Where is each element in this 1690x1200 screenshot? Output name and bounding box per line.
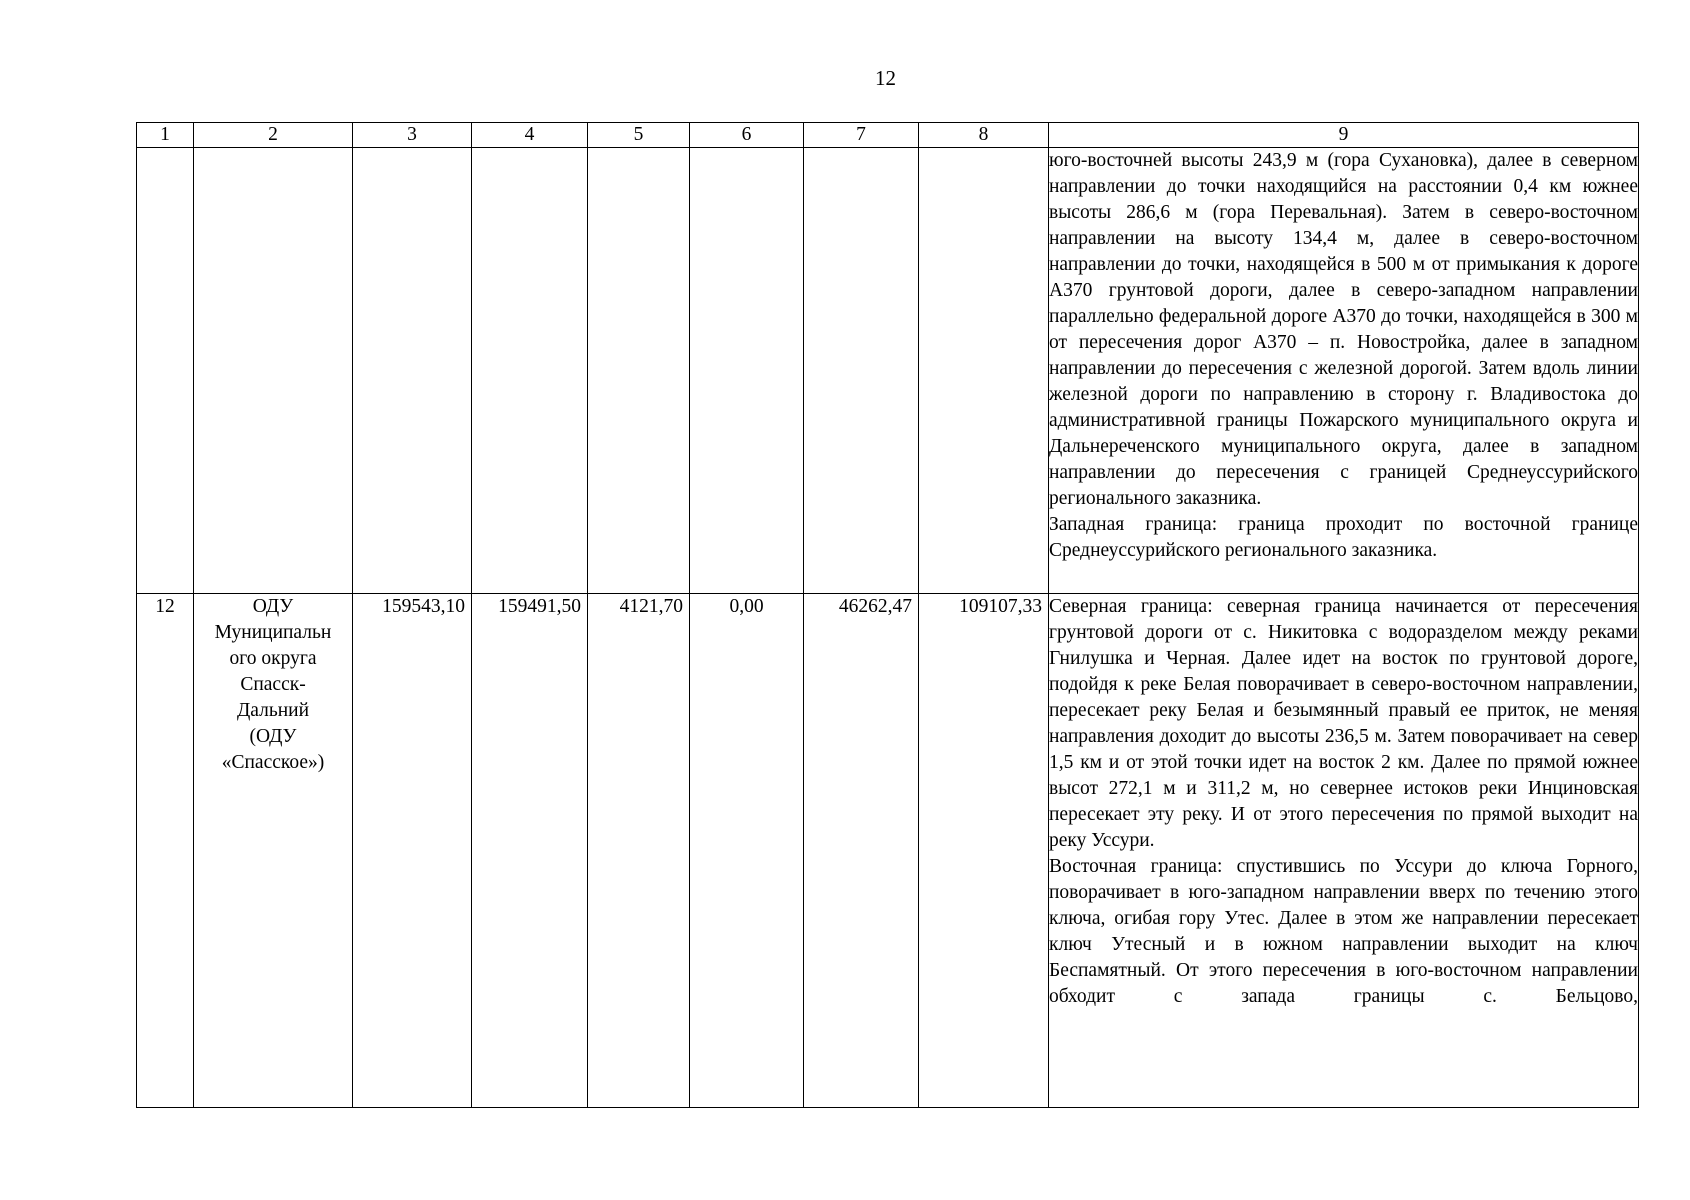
value-col-5: 4121,70 <box>588 594 690 1108</box>
table-row-continuation <box>137 148 1639 594</box>
table-cell <box>690 148 804 594</box>
name-line: «Спасское») <box>221 752 325 773</box>
value-col-6: 0,00 <box>690 594 804 1108</box>
table-row-12 <box>137 594 1639 1108</box>
boundary-description <box>1049 148 1639 594</box>
table-cell <box>194 148 353 594</box>
description-paragraph: Западная граница: граница проходит по восточной границе Среднеуссурийского регионального заказника. <box>1049 514 1638 561</box>
description-paragraph: Северная граница: северная граница начинается от пересечения грунтовой дороги от с. Никитовка с водоразделом между реками Гнилушка и Черная. Далее идет на восток по грунтовой дороге, подойдя к реке Белая поворачивает в северо-восточном направлении, пересекает реку Белая и безымянный правый ее приток, не меняя направления доходит до высоты 236,5 м. Затем поворачивает на север 1,5 км и от этой точки идет на восток 2 км. Далее по прямой южнее высот 272,1 м и 311,2 м, но севернее истоков реки Инциновская пересекает эту реку. И от этого пересечения по прямой выходит на реку Уссури. <box>1049 596 1638 851</box>
name-line: Муниципальн <box>214 622 332 643</box>
boundary-description <box>1049 594 1639 1108</box>
column-header-9: 9 <box>1049 123 1639 148</box>
boundary-table <box>136 122 1639 1108</box>
column-header-5: 5 <box>588 123 690 148</box>
column-header-7: 7 <box>804 123 919 148</box>
column-header-6: 6 <box>690 123 804 148</box>
value-col-4: 159491,50 <box>472 594 588 1108</box>
page-number: 12 <box>875 66 896 90</box>
table-cell <box>353 148 472 594</box>
name-line: (ОДУ <box>249 726 297 747</box>
name-line: Спасск- <box>240 674 306 695</box>
hunting-area-name <box>194 594 353 1108</box>
description-paragraph: юго-восточней высоты 243,9 м (гора Сухановка), далее в северном направлении до точки находящийся на расстоянии 0,4 км южнее высоты 286,6 м (гора Перевальная). Затем в северо-восточном направлении на высоту 134,4 м, далее в северо-восточном направлении до точки, находящейся в 500 м от примыкания к дороге А370 грунтовой дороги, далее в северо-западном направлении параллельно федеральной дороге А370 до точки, находящейся в 300 м от пересечения дорог А370 – п. Новостройка, далее в западном направлении до пересечения с железной дорогой. Затем вдоль линии железной дороги по направлению в сторону г. Владивостока до административной границы Пожарского муниципального округа и Дальнереченского муниципального округа, далее в западном направлении до пересечения с границей Среднеуссурийского регионального заказника. <box>1049 150 1638 509</box>
table-cell <box>137 148 194 594</box>
column-header-2: 2 <box>194 123 353 148</box>
column-number-row <box>137 123 1639 148</box>
name-line: ОДУ <box>252 596 294 617</box>
column-header-3: 3 <box>353 123 472 148</box>
table-cell <box>588 148 690 594</box>
row-number: 12 <box>137 594 194 1108</box>
table-cell <box>472 148 588 594</box>
description-paragraph: Восточная граница: спустившись по Уссури до ключа Горного, поворачивает в юго-западном направлении вверх по течению этого ключа, огибая гору Утес. Далее в этом же направлении пересекает ключ Утесный и в южном направлении выходит на ключ Беспамятный. От этого пересечения в юго-восточном направлении обходит с запада границы с. Бельцово, <box>1049 856 1638 1007</box>
column-header-1: 1 <box>137 123 194 148</box>
name-line: ого округа <box>229 648 317 669</box>
column-header-4: 4 <box>472 123 588 148</box>
table-cell <box>919 148 1049 594</box>
table-cell <box>804 148 919 594</box>
column-header-8: 8 <box>919 123 1049 148</box>
value-col-3: 159543,10 <box>353 594 472 1108</box>
value-col-8: 109107,33 <box>919 594 1049 1108</box>
name-line: Дальний <box>236 700 310 721</box>
value-col-7: 46262,47 <box>804 594 919 1108</box>
